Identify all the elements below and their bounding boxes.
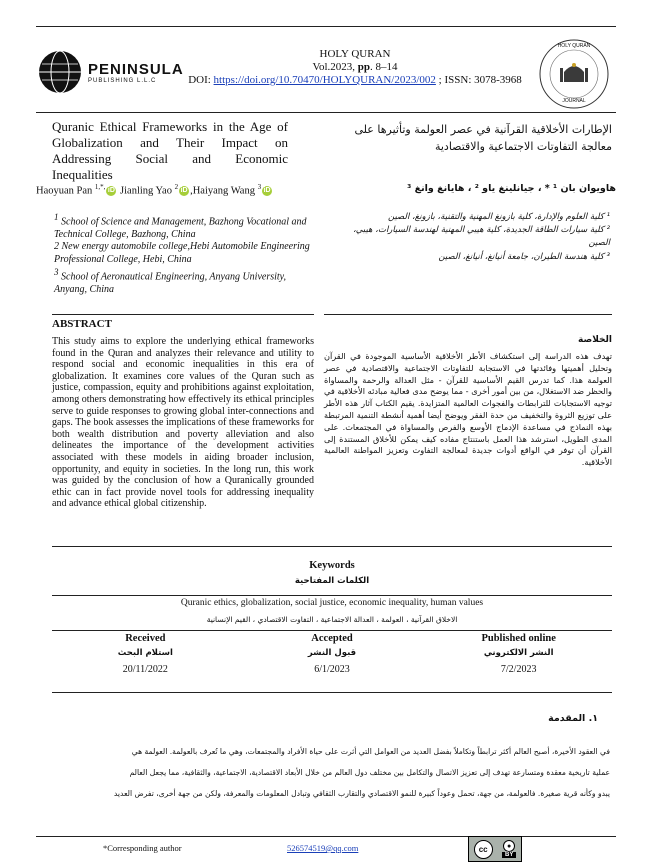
authors-arabic: هاويوان بان ¹ * ، جيانلينغ ياو ² ، هايانغ وانغ ³: [407, 183, 616, 194]
author-2: Jianling Yao: [117, 185, 175, 197]
affiliation: ¹ كلية العلوم والإدارة، كلية بازونغ المهنية والتقنية، بازونغ، الصين: [387, 212, 610, 222]
author-3: ,Haiyang Wang: [190, 185, 258, 197]
footer-rule: [36, 836, 616, 837]
abstract-arabic-heading: الخلاصة: [578, 335, 612, 345]
dates-table: [52, 631, 612, 691]
date-accepted: Accepted قبول النشر 6/1/2023: [307, 633, 357, 675]
top-rule: [36, 26, 616, 27]
intro-line: يبدو وكأنه قرية صغيرة. فالعولمة، من جهة، تحمل وعوداً كبيرة للنمو الاقتصادي والتقارب الثقافي وتبادل المعلومات والمعرفة، ولكن من جهة أخرى، تفرض العديد: [113, 789, 610, 798]
journal-header: [160, 48, 550, 87]
title-english: Quranic Ethical Frameworks in the Age of Globalization and Their Impact on Addressing Social and Economic Inequalities: [52, 119, 288, 182]
keywords-rule: [52, 546, 612, 547]
title-arabic: الإطارات الأخلاقية القرآنية في عصر العولمة وتأثيرها على معالجة التفاوتات الاجتماعية والاقتصادية: [354, 123, 612, 153]
intro-line: عملية تاريخية معقدة ومتسارعة تهدف إلى تعزيز الاتصال والتكامل بين مختلف دول العالم من خلال الأبعاد الاقتصادية، الاجتماعية، والثقافية، مما يجعل العالم: [129, 768, 610, 777]
date-received: Received استلام البحث 20/11/2022: [117, 633, 173, 675]
abstract-english: This study aims to explore the underlying ethical frameworks found in the Quran and analyzes their relevance and utility to respond social and economic inequalities in this era of globalization. It examines core values of the Quran such as justice, compassion, equity and prohibitions against exploitation, among others demonstrating how effectively its ethical principles serve to guide responses to growing global inter-connections and gaps. The book assesses the implications of these frameworks for both wealth distribution and poverty alleviation and also delineates the importance of the development activities associated with these models in aiding broader inclusion, opportunity, and equity in societies. In the long run, this work was guided by the conclusion of how a Quranically grounded ethic can in fact provide novel tools for addressing inequality and advance ethical global citizenship.: [52, 336, 314, 510]
orcid-icon[interactable]: iD: [107, 187, 115, 195]
orcid-icon[interactable]: iD: [180, 187, 188, 195]
keywords-heading: Keywords: [309, 560, 355, 571]
keywords-english: Quranic ethics, globalization, social justice, economic inequality, human values: [180, 598, 484, 608]
affiliation: ³ كلية هندسة الطيران، جامعة أنيانغ، أنيانغ، الصين: [438, 252, 610, 262]
keywords-heading-arabic: الكلمات المفتاحية: [294, 576, 370, 586]
header-rule: [36, 112, 616, 113]
affiliation: ² كلية سيارات الطاقة الجديدة، كلية هيبي المهنية لهندسة السيارات، هيبي، الصين: [353, 225, 610, 248]
corresponding-author: *Corresponding author: [103, 843, 182, 853]
publisher-name: PENINSULA: [88, 60, 184, 78]
affiliations-arabic: [334, 211, 610, 264]
license-label: BY: [502, 852, 516, 858]
authors-english: Haoyuan Pan $^{1,*,}$ iD Jianling Yao $^2$ iD ,Haiyang Wang $^3$ iD: [36, 183, 271, 197]
journal-name: HOLY QURAN: [319, 48, 391, 60]
date-published: Published online النشر الالكتروني 7/2/2023: [481, 633, 556, 675]
dates-rule: [52, 692, 612, 693]
journal-logo: [538, 38, 610, 110]
keywords-rule-inner: [52, 595, 612, 596]
orcid-icon[interactable]: iD: [263, 187, 271, 195]
volume-pages: Vol.2023, pp. 8–14: [312, 61, 398, 73]
person-icon: ●: [503, 840, 515, 852]
intro-body: [36, 741, 610, 804]
abstract-rule: [52, 314, 314, 315]
globe-icon: [38, 50, 82, 94]
abstract-rule: [324, 314, 612, 315]
author-1: Haoyuan Pan: [36, 185, 95, 197]
intro-heading: ١. المقدمة: [548, 713, 598, 724]
logo-ring-top: HOLY QURAN: [557, 43, 591, 49]
cc-icon: cc: [474, 840, 493, 859]
email-link[interactable]: 526574519@qq.com: [287, 843, 359, 853]
keywords-arabic: الاخلاق القرآنية ، العولمة ، العدالة الاجتماعية ، التفاوت الاقتصادي ، القيم الإنسانية: [206, 615, 458, 624]
affiliation: 2 New energy automobile college,Hebi Automobile Engineering Professional College, Hebi, China: [54, 241, 310, 265]
logo-ring-bottom: JOURNAL: [562, 98, 586, 104]
intro-line: في العقود الأخيرة، أصبح العالم أكثر ترابطاً وتكاملاً بفضل العديد من العوامل التي أثرت على حياة الأفراد والمجتمعات، وهي ما تُعرف بالعولمة. العولمة هي: [131, 747, 610, 756]
doi-line: DOI: https://doi.org/10.70470/HOLYQURAN/2023/002 ; ISSN: 3078-3968: [188, 74, 522, 86]
doi-link[interactable]: https://doi.org/10.70470/HOLYQURAN/2023/002: [213, 74, 436, 86]
affiliations-english: [54, 211, 316, 297]
abstract-arabic: تهدف هذه الدراسة إلى استكشاف الأطر الأخلاقية الأساسية الموجودة في القرآن وتحليل أهميتها وفائدتها في الاستجابة للتفاوتات الاجتماعية والاقتصادية في عصر العولمة هذا. كما تدرس القيم الأساسية للقرآن - مثل العدالة والرحمة والمساواة والحظر ضد الاستغلال، من بين أمور أخرى - مما يوضح مدى فعالية مبادئه الأخلاقية في توجيه الاستجابات للترابطات والفجوات العالمية المتزايدة. يقيم الكتاب آثار هذه الأطر على توزيع الثروة والتخفيف من حدة الفقر ويوضح أيضا أهمية أنشطة التنمية المرتبطة بهذه النماذج في مساعدة الإدماج الأوسع والفرص والمساواة في المجتمعات. على المدى الطويل، استرشد هذا العمل باستنتاج مفاده كيف يمكن للأخلاق المستندة إلى القرآن أن توفر في الواقع أدوات جديدة لمعالجة التفاوت وتعزيز المواطنة العالمية الأخلاقية.: [324, 351, 612, 468]
affiliation: $^3$ School of Aeronautical Engineering, Anyang University, Anyang, China: [54, 267, 287, 296]
publisher-sub: PUBLISHING L.L.C: [88, 77, 157, 84]
affiliation: $^1$ School of Science and Management, Bazhong Vocational and Technical College, Bazhong, China: [54, 212, 307, 240]
abstract-heading: ABSTRACT: [52, 318, 112, 330]
cc-license-badge[interactable]: [468, 836, 522, 862]
